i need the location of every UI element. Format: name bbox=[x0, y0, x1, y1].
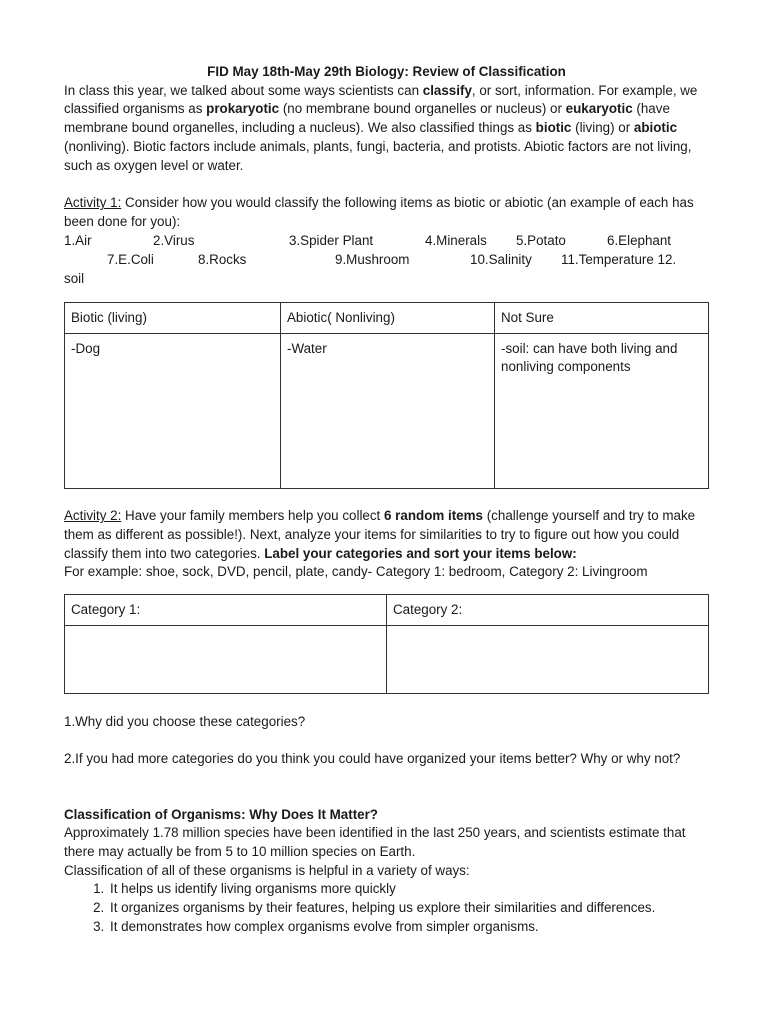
section2-heading-text: Classification of Organisms: Why Does It Matter? bbox=[64, 806, 378, 822]
activity2-heading: Activity 2: bbox=[64, 508, 122, 524]
activity2-paragraph bbox=[64, 507, 709, 563]
list-item: 4.Minerals bbox=[425, 232, 487, 248]
biotic-cell[interactable]: -Dog bbox=[65, 334, 281, 489]
items-row-2 bbox=[64, 251, 709, 270]
items-row-1 bbox=[64, 232, 709, 251]
intro-paragraph bbox=[64, 82, 709, 176]
intro-text-3: (no membrane bound organelles or nucleus) or bbox=[279, 101, 566, 117]
term-biotic: biotic bbox=[535, 120, 572, 136]
intro-text-5: (living) or bbox=[571, 120, 634, 136]
list-item: 1. It helps us identify living organisms more quickly bbox=[108, 880, 709, 899]
activity2-bold-2: Label your categories and sort your items below: bbox=[264, 545, 577, 561]
not-sure-cell[interactable]: -soil: can have both living and nonliving components bbox=[495, 334, 709, 489]
term-classify: classify bbox=[422, 82, 472, 98]
list-item: 3.Spider Plant bbox=[289, 232, 374, 248]
category-2-cell[interactable] bbox=[387, 626, 709, 694]
activity2-text-1: Have your family members help you collect bbox=[121, 508, 385, 524]
activity2-text-2: (challenge yourself and try to make them as different as possible!). Next, analyze your items for similarities to try to figure out how you could classify them into two categories. bbox=[64, 508, 696, 561]
list-item: 6.Elephant bbox=[607, 232, 672, 248]
question-1: 1.Why did you choose these categories? bbox=[64, 714, 306, 730]
header-biotic: Biotic (living) bbox=[65, 303, 281, 334]
document-page bbox=[64, 63, 709, 936]
header-abiotic: Abiotic( Nonliving) bbox=[281, 303, 495, 334]
table-header-row bbox=[65, 595, 709, 626]
list-item: 1.Air bbox=[64, 232, 92, 248]
header-not-sure: Not Sure bbox=[495, 303, 709, 334]
section2-lead: Classification of all of these organisms is helpful in a variety of ways: bbox=[64, 862, 470, 878]
list-item: 7.E.Coli bbox=[107, 251, 154, 267]
header-category-2: Category 2: bbox=[387, 595, 709, 626]
list-item: 11.Temperature 12. bbox=[561, 251, 677, 267]
biotic-abiotic-table bbox=[64, 302, 709, 489]
section2-list bbox=[64, 880, 709, 936]
section2-paragraph: Approximately 1.78 million species have been identified in the last 250 years, and scientists estimate that there may actually be from 5 to 10 million species on Earth. bbox=[64, 825, 686, 859]
table-row bbox=[65, 626, 709, 694]
header-category-1: Category 1: bbox=[65, 595, 387, 626]
list-item: 5.Potato bbox=[516, 232, 566, 248]
category-table bbox=[64, 594, 709, 694]
list-item: 9.Mushroom bbox=[335, 251, 410, 267]
list-item: 8.Rocks bbox=[198, 251, 247, 267]
activity1-heading: Activity 1: bbox=[64, 195, 122, 211]
term-abiotic: abiotic bbox=[633, 120, 678, 136]
activity1-paragraph bbox=[64, 194, 709, 231]
category-1-cell[interactable] bbox=[65, 626, 387, 694]
list-item: 2. It organizes organisms by their features, helping us explore their similarities and differences. bbox=[108, 899, 709, 918]
section2-heading bbox=[64, 806, 709, 825]
term-eukaryotic: eukaryotic bbox=[565, 101, 633, 117]
activity2-bold-1: 6 random items bbox=[384, 508, 483, 524]
list-item: 3. It demonstrates how complex organisms evolve from simpler organisms. bbox=[108, 918, 709, 937]
table-row bbox=[65, 334, 709, 489]
activity1-text: Consider how you would classify the following items as biotic or abiotic (an example of each has been done for you): bbox=[64, 195, 694, 229]
intro-text-4: (have membrane bound organelles, including a nucleus). We also classified things as bbox=[64, 101, 670, 136]
term-prokaryotic: prokaryotic bbox=[206, 101, 280, 117]
abiotic-cell[interactable]: -Water bbox=[281, 334, 495, 489]
intro-text-2: , or sort, information. For example, we classified organisms as bbox=[64, 82, 698, 117]
activity2-example: For example: shoe, sock, DVD, pencil, plate, candy- Category 1: bedroom, Category 2: Livingroom bbox=[64, 564, 648, 580]
items-row-3: soil bbox=[64, 270, 85, 286]
page-title: FID May 18th-May 29th Biology: Review of Classification bbox=[207, 64, 566, 79]
table-header-row bbox=[65, 303, 709, 334]
intro-text-6: (nonliving). Biotic factors include animals, plants, fungi, bacteria, and protists. Abiotic factors are not living, such as oxygen level or water. bbox=[64, 138, 692, 173]
question-2: 2.If you had more categories do you think you could have organized your items better? Why or why not? bbox=[64, 750, 681, 766]
list-item: 10.Salinity bbox=[470, 251, 532, 267]
intro-text-1: In class this year, we talked about some ways scientists can bbox=[64, 82, 423, 98]
list-item: 2.Virus bbox=[153, 232, 195, 248]
